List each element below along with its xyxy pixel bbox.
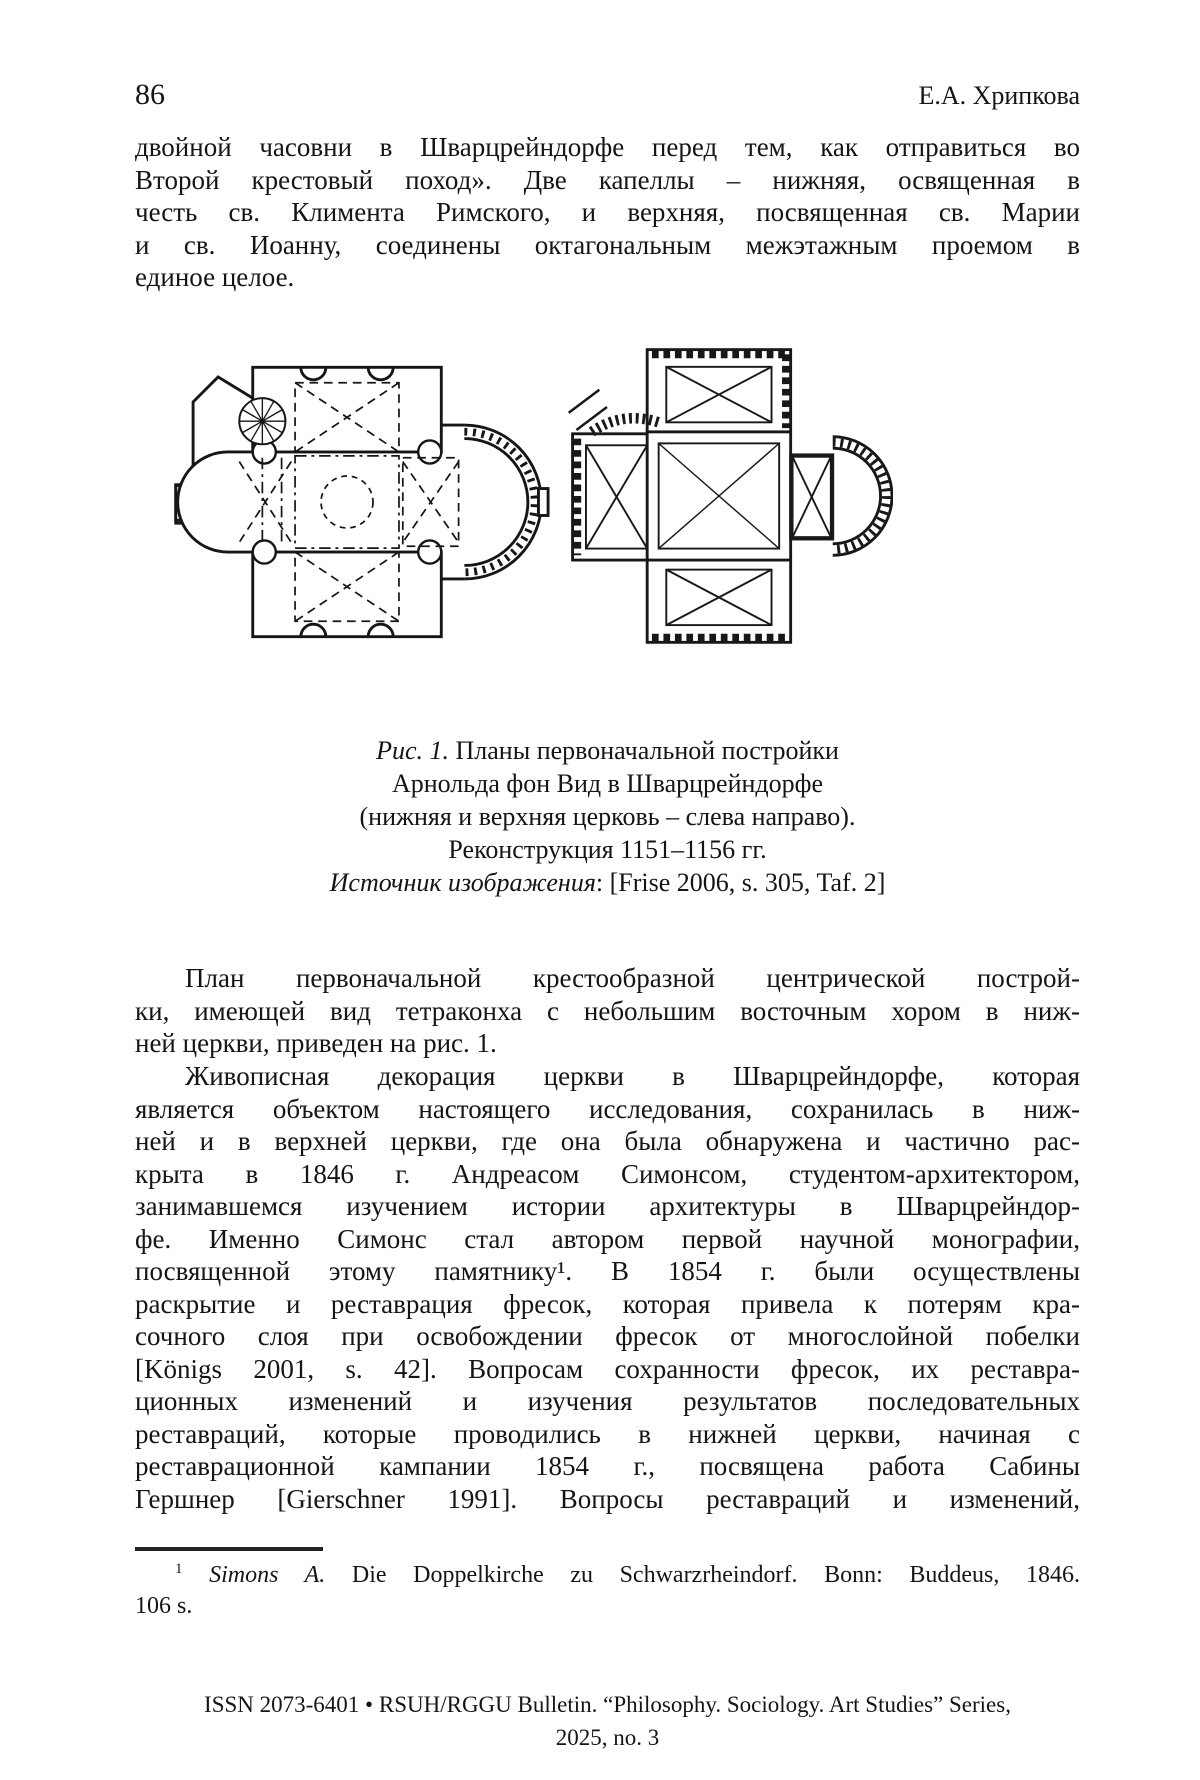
body-line: является объектом настоящего исследования, сохранилась в ниж- bbox=[135, 1093, 1080, 1124]
body-line: Второй крестовый поход». Две капеллы – нижняя, освященная в bbox=[135, 164, 1080, 195]
footnote-author: Simons A. bbox=[182, 1562, 326, 1588]
body-line: крыта в 1846 г. Андреасом Симонсом, студентом-архитектором, bbox=[135, 1158, 1080, 1189]
footnote-marker: 1 bbox=[175, 1561, 183, 1577]
figure-1-right bbox=[563, 340, 893, 651]
body-line: ционных изменений и изучения результатов последовательных bbox=[135, 1386, 1080, 1416]
footnote-1 bbox=[135, 1560, 1080, 1622]
body-line: ней и в верхней церкви, где она была обнаружена и частично рас- bbox=[135, 1126, 1080, 1156]
paragraph-3 bbox=[135, 1060, 1080, 1515]
paragraph-1 bbox=[135, 131, 1080, 294]
body-line: Гершнер [Gierschner 1991]. Вопросы реставраций и изменений, bbox=[135, 1483, 1080, 1514]
body-line: План первоначальной крестообразной центрической построй- bbox=[185, 963, 1080, 993]
caption-line: Рис. 1. Планы первоначальной постройки bbox=[376, 736, 839, 765]
footer-line: 2025, no. 3 bbox=[555, 1725, 660, 1750]
upper-church-plan bbox=[563, 340, 893, 651]
body-line: занимавшемся изучением истории архитектуры в Шварцрейндор- bbox=[135, 1191, 1080, 1221]
body-line: Живописная декорация церкви в Шварцрейндорфе, которая bbox=[185, 1061, 1080, 1091]
body-line: ки, имеющей вид тетраконха с небольшим восточным хором в ниж- bbox=[135, 995, 1080, 1026]
caption-source-label: Источник изображения bbox=[329, 868, 596, 897]
body-line: двойной часовни в Шварцрейндорфе перед тем, как отправиться во bbox=[135, 132, 1080, 162]
figure-1 bbox=[170, 348, 550, 656]
lower-church-plan bbox=[170, 348, 550, 656]
body-line: честь св. Климента Римского, и верхняя, посвященная св. Марии bbox=[135, 197, 1080, 227]
caption-line: (нижняя и верхняя церковь – слева направо). bbox=[359, 802, 856, 831]
running-head-author: Е.А. Хрипкова bbox=[918, 81, 1080, 110]
body-line: реставрационной кампании 1854 г., посвящена работа Сабины bbox=[135, 1451, 1080, 1481]
caption-source-line: Источник изображения: [Frise 2006, s. 305, Taf. 2] bbox=[329, 868, 886, 897]
body-line: [Königs 2001, s. 42]. Вопросам сохранности фресок, их реставра- bbox=[135, 1353, 1080, 1384]
page-number: 86 bbox=[135, 78, 165, 111]
body-line: фе. Именно Симонс стал автором первой научной монографии, bbox=[135, 1223, 1080, 1254]
body-line: ней церкви, приведен на рис. 1. bbox=[135, 1028, 497, 1058]
footnote-line: 106 s. bbox=[135, 1593, 193, 1619]
figure-caption bbox=[135, 734, 1080, 899]
journal-footer bbox=[110, 1688, 1105, 1754]
caption-line: Арнольда фон Вид в Шварцрейндорфе bbox=[391, 769, 824, 798]
footnote-line: $^1$ Simons A. Die Doppelkirche zu Schwarzrheindorf. Bonn: Buddeus, 1846. bbox=[175, 1561, 1080, 1588]
footnote-separator bbox=[135, 1547, 323, 1551]
caption-figure-label: Рис. 1. bbox=[376, 736, 450, 765]
body-line: сочного слоя при освобождении фресок от многослойной побелки bbox=[135, 1321, 1080, 1351]
body-line: и св. Иоанну, соединены октагональным межэтажным проемом в bbox=[135, 229, 1080, 260]
body-line: посвященной этому памятнику¹. В 1854 г. были осуществлены bbox=[135, 1256, 1080, 1286]
body-line: реставраций, которые проводились в нижней церкви, начиная с bbox=[135, 1418, 1080, 1449]
body-line: единое целое. bbox=[135, 262, 295, 292]
paragraph-2 bbox=[135, 962, 1080, 1060]
body-line: раскрытие и реставрация фресок, которая привела к потерям кра- bbox=[135, 1288, 1080, 1319]
caption-line: Реконструкция 1151–1156 гг. bbox=[448, 835, 767, 864]
running-head bbox=[135, 78, 1080, 112]
footer-line: ISSN 2073-6401 • RSUH/RGGU Bulletin. “Philosophy. Sociology. Art Studies” Series, bbox=[204, 1692, 1011, 1717]
